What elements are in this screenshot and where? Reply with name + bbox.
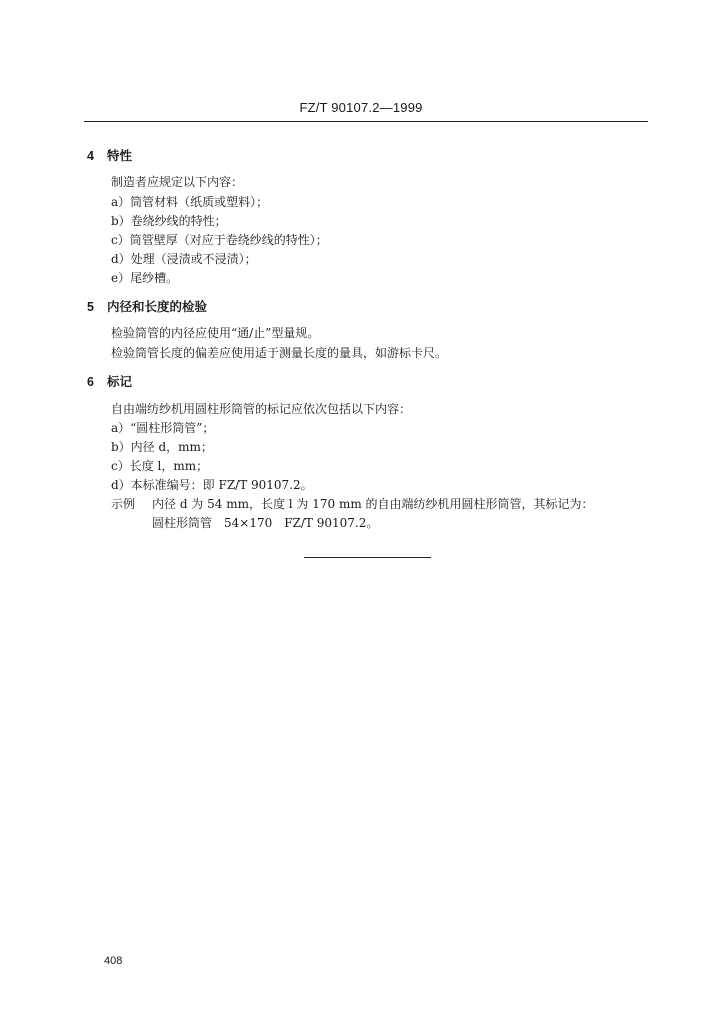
page-number: 408: [104, 955, 123, 967]
example-label: 示例: [111, 497, 136, 511]
section-6-heading: [87, 372, 132, 390]
example-line-1: 内径 d 为 54 mm，长度 l 为 170 mm 的自由端纺纱机用圆柱形筒管，其标记为：: [152, 497, 594, 511]
section-5-line: 检验筒管长度的偏差应使用适于测量长度的量具，如游标卡尺。: [111, 346, 448, 360]
section-5-heading: [87, 297, 207, 315]
section-6-line: b）内径 d，mm；: [111, 440, 213, 454]
section-4-title: 特性: [107, 148, 133, 163]
section-5-line: 检验筒管的内径应使用“通/止”型量规。: [111, 326, 320, 340]
example-line-2: 圆柱形筒管 54×170 FZ/T 90107.2。: [152, 516, 379, 530]
section-6-line: c）长度 l，mm；: [111, 459, 209, 473]
header-rule: [84, 121, 648, 122]
section-5-title: 内径和长度的检验: [107, 299, 208, 314]
section-4-line: e）尾纱槽。: [111, 271, 179, 285]
end-rule: [304, 557, 431, 558]
section-4-line: a）筒管材料（纸质或塑料）；: [111, 195, 269, 209]
section-6-line: d）本标准编号：即 FZ/T 90107.2。: [111, 478, 313, 492]
section-4-line: d）处理（浸渍或不浸渍）；: [111, 252, 257, 266]
section-5-number: 5: [87, 300, 94, 314]
section-6-number: 6: [87, 375, 94, 389]
section-4-line: b）卷绕纱线的特性；: [111, 214, 227, 228]
section-4-line: c）筒管壁厚（对应于卷绕纱线的特性）；: [111, 233, 328, 247]
section-4-number: 4: [87, 149, 94, 163]
section-4-heading: [87, 146, 132, 164]
section-4-line: 制造者应规定以下内容：: [111, 175, 244, 189]
section-6-line: 自由端纺纱机用圆柱形筒管的标记应依次包括以下内容：: [111, 402, 412, 416]
section-6-line: a）“圆柱形筒管”；: [111, 421, 215, 435]
document-header-code: FZ/T 90107.2—1999: [299, 100, 423, 115]
section-6-title: 标记: [107, 374, 133, 389]
